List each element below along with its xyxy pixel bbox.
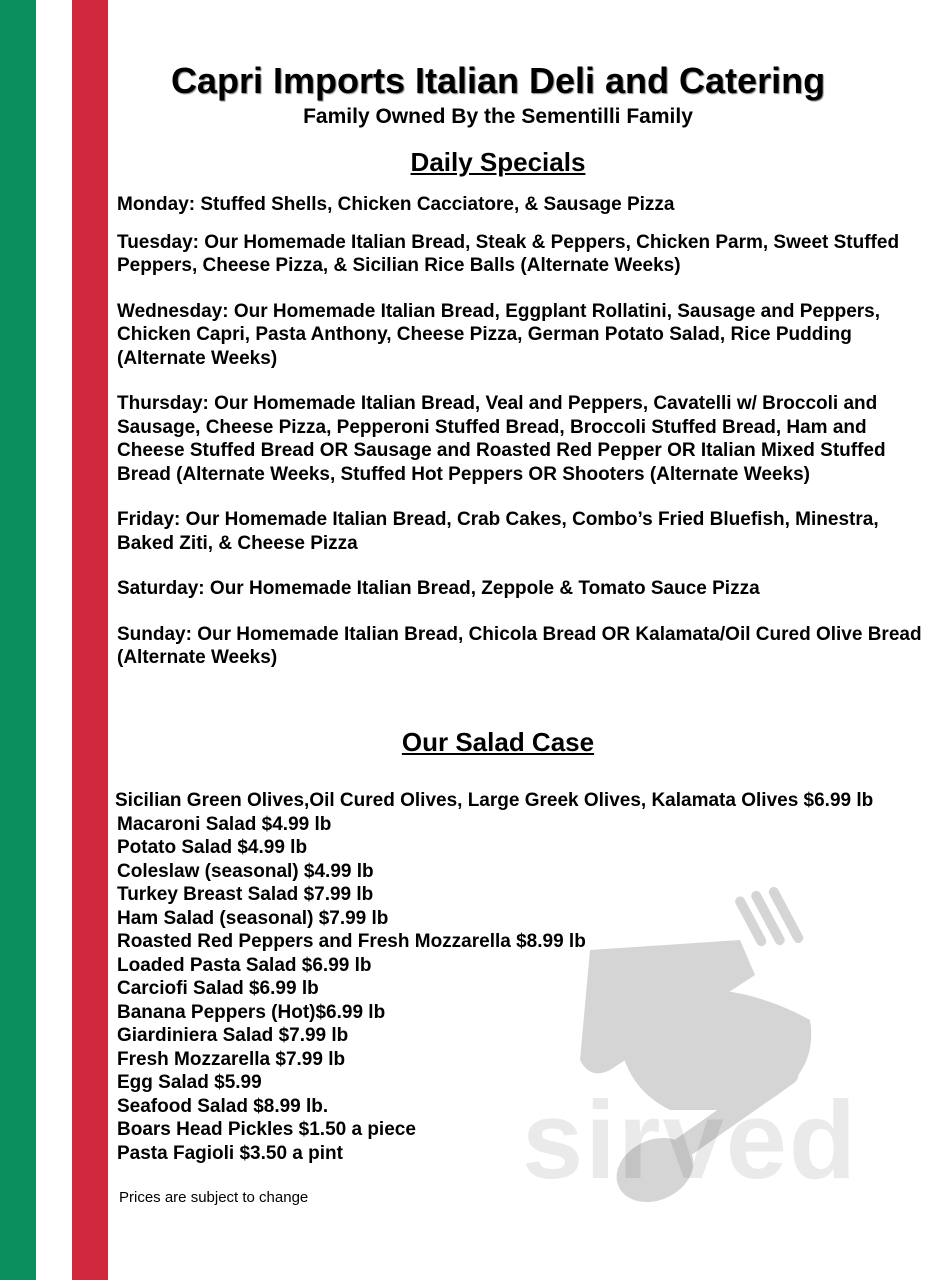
special-tuesday: Tuesday: Our Homemade Italian Bread, Steak & Peppers, Chicken Parm, Sweet Stuffed Peppers, Cheese Pizza, & Sicilian Rice Balls (Alternate Weeks): [117, 231, 900, 276]
salad-item: Banana Peppers (Hot)$6.99 lb: [117, 1001, 386, 1023]
special-thursday: Thursday: Our Homemade Italian Bread, Veal and Peppers, Cavatelli w/ Broccoli and Sausage, Cheese Pizza, Pepperoni Stuffed Bread, Broccoli Stuffed Bread, Ham and Cheese Stuffed Bread OR Sausage and Roasted Red Pepper OR Italian Mixed Stuffed Bread (Alternate Weeks, Stuffed Hot Peppers OR Shooters (Alternate Weeks): [117, 393, 886, 485]
special-friday: Friday: Our Homemade Italian Bread, Crab Cakes, Combo’s Fried Bluefish, Minestra, Baked Ziti, & Cheese Pizza: [117, 509, 879, 554]
salad-case-list: [117, 789, 937, 1165]
salad-item: Egg Salad $5.99: [117, 1072, 262, 1093]
flag-stripe-white: [36, 0, 72, 1280]
salad-item: Potato Salad $4.99 lb: [117, 837, 308, 858]
daily-specials-list: [117, 193, 932, 692]
salad-item: Ham Salad (seasonal) $7.99 lb: [117, 907, 389, 929]
special-sunday: Sunday: Our Homemade Italian Bread, Chicola Bread OR Kalamata/Oil Cured Olive Bread (Alternate Weeks): [117, 623, 922, 668]
daily-specials-heading: Daily Specials: [410, 147, 586, 177]
page-title: Capri Imports Italian Deli and Catering: [170, 60, 826, 101]
salad-item: Macaroni Salad $4.99 lb: [117, 813, 332, 835]
price-note: Prices are subject to change: [119, 1189, 309, 1206]
special-monday: Monday: Stuffed Shells, Chicken Cacciatore, & Sausage Pizza: [117, 194, 675, 215]
salad-item: Roasted Red Peppers and Fresh Mozzarella $8.99 lb: [117, 931, 586, 952]
salad-item: Coleslaw (seasonal) $4.99 lb: [117, 860, 374, 882]
salad-item: Loaded Pasta Salad $6.99 lb: [117, 954, 372, 976]
flag-stripe-red: [72, 0, 108, 1280]
salad-item: Turkey Breast Salad $7.99 lb: [117, 884, 374, 905]
salad-item: Boars Head Pickles $1.50 a piece: [117, 1119, 416, 1140]
salad-item: Carciofi Salad $6.99 lb: [117, 978, 319, 999]
salad-item: Seafood Salad $8.99 lb.: [117, 1095, 329, 1117]
special-saturday: Saturday: Our Homemade Italian Bread, Zeppole & Tomato Sauce Pizza: [117, 578, 760, 599]
salad-item: Sicilian Green Olives,Oil Cured Olives, Large Greek Olives, Kalamata Olives $6.99 lb: [115, 790, 874, 811]
salad-item: Pasta Fagioli $3.50 a pint: [117, 1142, 343, 1164]
flag-stripe-green: [0, 0, 36, 1280]
salad-item: Fresh Mozzarella $7.99 lb: [117, 1048, 346, 1070]
page-subtitle: Family Owned By the Sementilli Family: [303, 105, 693, 128]
special-wednesday: Wednesday: Our Homemade Italian Bread, Eggplant Rollatini, Sausage and Peppers, Chicken Capri, Pasta Anthony, Cheese Pizza, German Potato Salad, Rice Pudding (Alternate Weeks): [117, 300, 880, 369]
watermark-text: sirved: [522, 1079, 859, 1202]
salad-case-heading: Our Salad Case: [401, 727, 595, 757]
salad-item: Giardiniera Salad $7.99 lb: [117, 1025, 349, 1046]
